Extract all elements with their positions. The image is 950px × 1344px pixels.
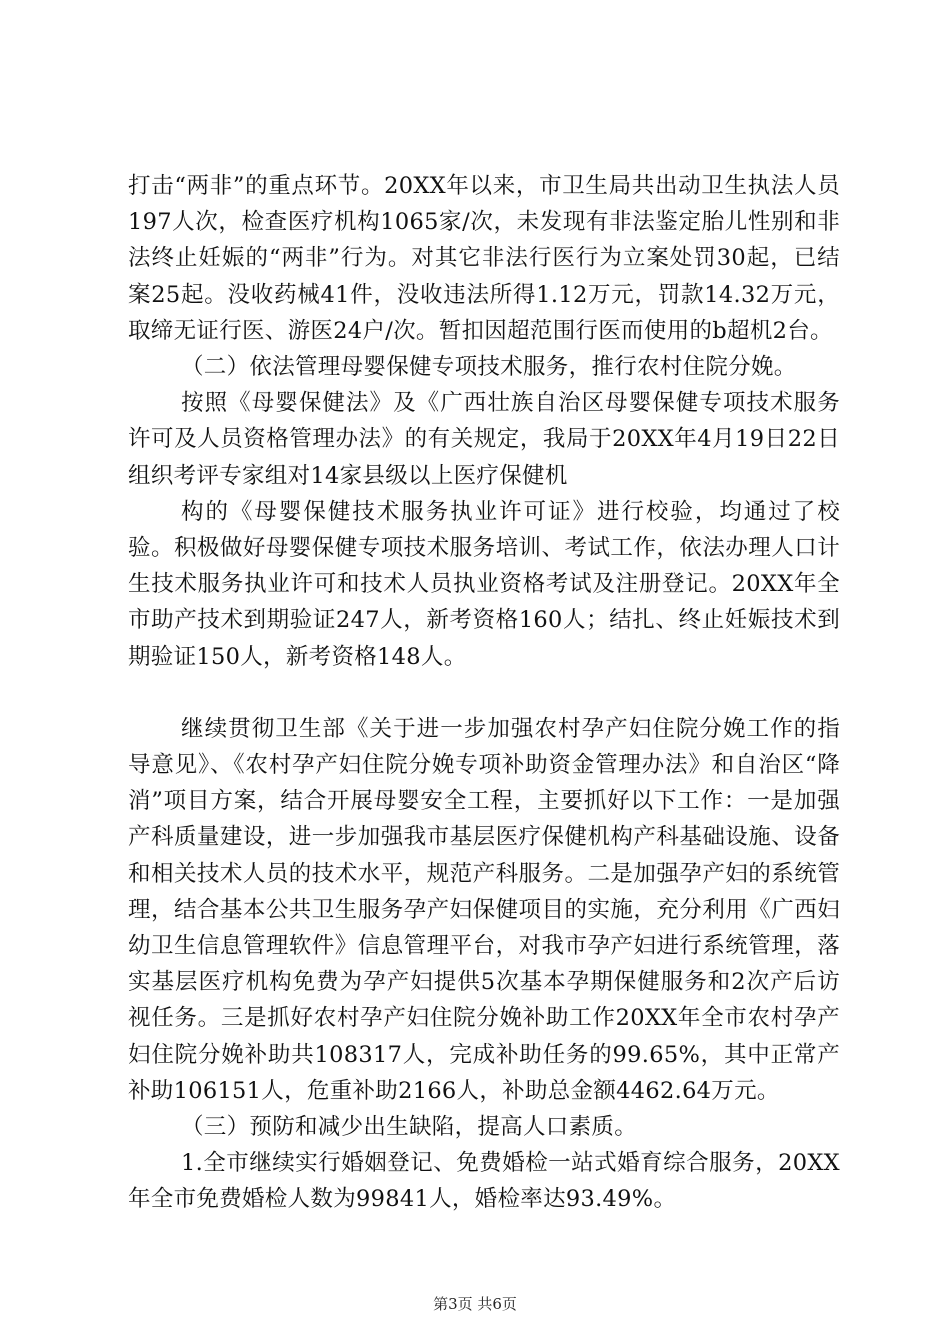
- paragraph-license-review-continued: 构的《母婴保健技术服务执业许可证》进行校验，均通过了校验。积极做好母婴保健专项技术服务培训、考试工作，依法办理人口计生技术服务执业许可和技术人员执业资格考试及注册登记。20XX年全市助产技术到期验证247人，新考资格160人；结扎、终止妊娠技术到期验证150人，新考资格148人。: [128, 498, 840, 670]
- section-heading-maternal-services: （二）依法管理母婴保健专项技术服务，推行农村住院分娩。: [181, 354, 797, 381]
- paragraph-premarital-checkup: 1.全市继续实行婚姻登记、免费婚检一站式婚育综合服务，20XX年全市免费婚检人数为99841人，婚检率达93.49%。: [128, 1150, 840, 1213]
- paragraph-rural-delivery: 继续贯彻卫生部《关于进一步加强农村孕产妇住院分娩工作的指导意见》、《农村孕产妇住院分娩专项补助资金管理办法》和自治区“降消”项目方案，结合开展母婴安全工程，主要抓好以下工作：一是加强产科质量建设，进一步加强我市基层医疗保健机构产科基础设施、设备和相关技术人员的技术水平，规范产科服务。二是加强孕产妇的系统管理，结合基本公共卫生服务孕产妇保健项目的实施，充分利用《广西妇幼卫生信息管理软件》信息管理平台，对我市孕产妇进行系统管理，落实基层医疗机构免费为孕产妇提供5次基本孕期保健服务和2次产后访视任务。三是抓好农村孕产妇住院分娩补助工作20XX年全市农村孕产妇住院分娩补助共108317人，完成补助任务的99.65%，其中正常产补助106151人，危重补助2166人，补助总金额4462.64万元。: [128, 715, 840, 1104]
- paragraph-license-review: 按照《母婴保健法》及《广西壮族自治区母婴保健专项技术服务许可及人员资格管理办法》的有关规定，我局于20XX年4月19日22日组织考评专家组对14家县级以上医疗保健机: [128, 390, 840, 489]
- document-body: [128, 168, 840, 1218]
- page-number-footer: 第3页 共6页: [433, 1295, 517, 1313]
- section-heading-birth-defects: （三）预防和减少出生缺陷，提高人口素质。: [181, 1114, 638, 1141]
- paragraph-enforcement-results: 打击“两非”的重点环节。20XX年以来，市卫生局共出动卫生执法人员197人次，检查医疗机构1065家/次，未发现有非法鉴定胎儿性别和非法终止妊娠的“两非”行为。对其它非法行医行为立案处罚30起，已结案25起。没收药械41件，没收违法所得1.12万元，罚款14.32万元，取缔无证行医、游医24户/次。暂扣因超范围行医而使用的b超机2台。: [128, 173, 840, 344]
